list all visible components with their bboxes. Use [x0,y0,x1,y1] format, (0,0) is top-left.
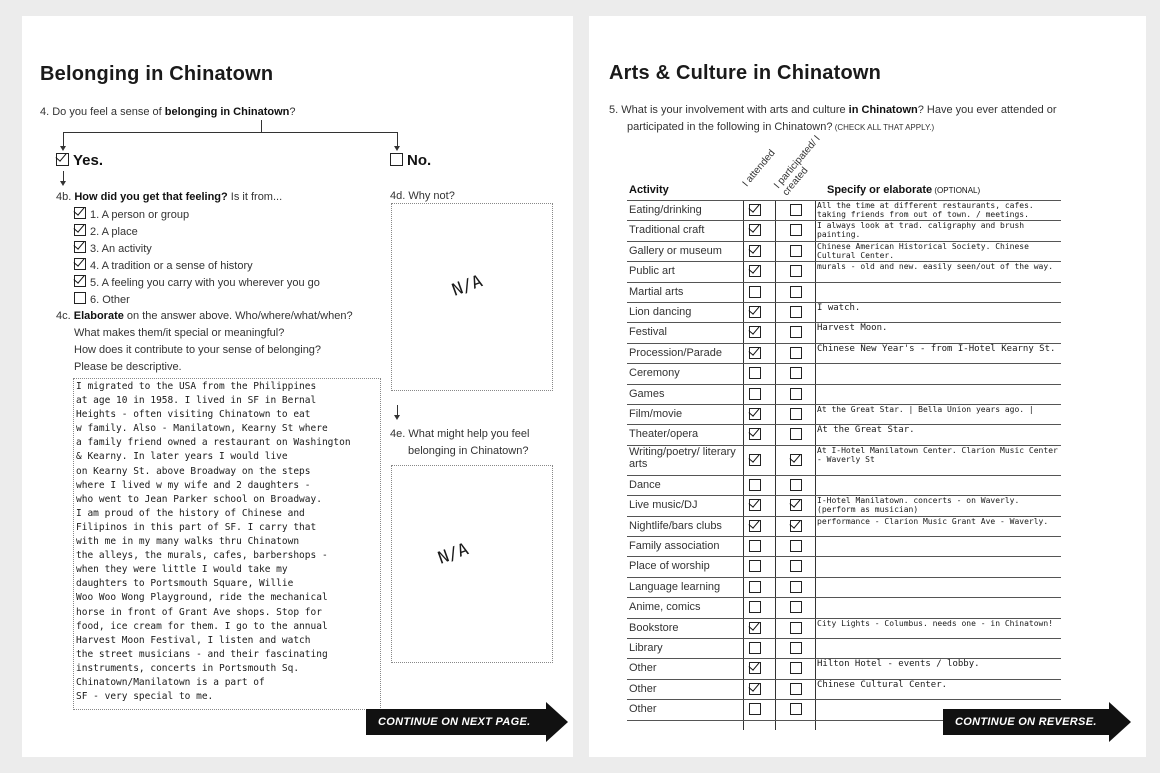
specify-note: All the time at different restaurants, cafes. taking friends from out of town. / meetings. [817,201,1034,219]
table-row [627,618,1061,639]
column-activity: Activity [629,184,669,196]
specify-note: I always look at trad. caligraphy and brush painting. [817,221,1025,240]
yes-checkbox[interactable] [56,153,69,166]
table-row [627,384,1061,405]
attended-checkbox[interactable] [749,454,761,466]
participated-checkbox[interactable] [790,367,802,379]
attended-checkbox[interactable] [749,204,761,216]
table-row [627,424,1061,445]
specify-note: I-Hotel Manilatown. concerts - on Waverly. (perform as musician) [817,496,1020,515]
activity-label: Family association [629,540,720,552]
handwriting-line: who went to Jean Parker school on Broadway. [76,493,322,505]
activity-label: Eating/drinking [629,204,702,216]
option-checkbox[interactable] [74,241,86,253]
question-4c: 4c. Elaborate on the answer above. Who/where/what/when? [56,310,353,322]
activity-label: Bookstore [629,621,679,634]
specify-note: At the Great Star. | Bella Union years ago. | [817,405,1034,414]
attended-checkbox[interactable] [749,479,761,491]
handwriting-line: Filipinos in this part of SF. I carry that [76,521,317,533]
handwriting-line: a family friend owned a restaurant on Washington [76,437,351,449]
handwriting-line: Harvest Moon Festival, I listen and watch [76,634,311,646]
option-label: 4. A tradition or a sense of history [90,260,253,272]
participated-checkbox[interactable] [790,306,802,318]
activity-label: Library [629,642,663,654]
attended-checkbox[interactable] [749,388,761,400]
activity-label: Traditional craft [629,224,705,237]
participated-checkbox[interactable] [790,265,802,277]
handwriting-line: I am proud of the history of Chinese and [76,507,305,519]
specify-note: Chinese American Historical Society. Chinese Cultural Center. [817,241,1029,260]
attended-checkbox[interactable] [749,245,761,257]
participated-checkbox[interactable] [790,703,802,715]
table-row [627,322,1061,343]
no-option[interactable]: No. [390,152,431,169]
feeling-option[interactable] [74,275,320,289]
elaborate-handwriting [76,380,380,704]
attended-checkbox[interactable] [749,408,761,420]
handwriting-line: Chinatown/Manilatown is a part of [76,676,265,688]
table-row [627,638,1061,659]
activity-label: Live music/DJ [629,499,698,512]
activity-label: Language learning [629,580,721,593]
page-title: Arts & Culture in Chinatown [609,62,882,84]
specify-note: At the Great Star. [817,425,915,436]
activity-label: Procession/Parade [629,346,722,359]
participated-checkbox[interactable] [790,428,802,440]
table-row [627,495,1061,516]
question-5: 5. What is your involvement with arts and culture in Chinatown? Have you ever attended or [609,104,1057,116]
attended-checkbox[interactable] [749,581,761,593]
activity-label: Film/movie [629,408,683,420]
option-checkbox[interactable] [74,275,86,287]
no-checkbox[interactable] [390,153,403,166]
activity-label: Place of worship [629,560,710,573]
activity-label: Festival [629,326,667,339]
activity-label: Theater/opera [629,428,699,441]
handwriting-line: on Kearny St. above Broadway on the steps [76,465,311,477]
attended-checkbox[interactable] [749,367,761,379]
table-row [627,220,1061,241]
handwriting-line: I migrated to the USA from the Philippines [76,381,317,392]
handwriting-line: Heights - often visiting Chinatown to eat [76,409,311,421]
option-label: 3. An activity [90,243,152,255]
handwriting-line: at age 10 in 1958. I lived in SF in Bernal [76,395,317,407]
table-row [627,516,1061,537]
question-4c-line: How does it contribute to your sense of belonging? [74,344,322,356]
feeling-option[interactable] [74,207,189,221]
attended-checkbox[interactable] [749,540,761,552]
help-belonging-answer-box[interactable] [391,465,553,663]
handwriting-line: food, ice cream for them. I go to the annual [76,620,328,632]
column-attended: I attended [740,147,778,189]
continue-reverse-banner: CONTINUE ON REVERSE. [943,709,1111,735]
why-not-answer-box[interactable] [391,203,553,391]
activity-label: Games [629,387,665,400]
specify-note: Harvest Moon. [817,323,888,334]
yes-option[interactable]: Yes. [56,152,103,169]
question-4c-line: Please be descriptive. [74,361,182,373]
table-row [627,404,1061,425]
feeling-option[interactable] [74,224,138,238]
attended-checkbox[interactable] [749,662,761,674]
attended-checkbox[interactable] [749,286,761,298]
attended-checkbox[interactable] [749,560,761,572]
participated-checkbox[interactable] [790,224,802,236]
handwriting-line: the street musicians - and their fascinating [76,648,328,660]
table-row [627,556,1061,577]
handwriting-line: horse in front of Grant Ave shops. Stop for [76,606,322,618]
feeling-option[interactable] [74,258,253,272]
column-participated: I participated/ I created [772,133,823,198]
option-label: 2. A place [90,226,138,238]
table-row [627,363,1061,384]
handwriting-line: with me in my many walks thru Chinatown [76,536,300,548]
attended-checkbox[interactable] [749,326,761,338]
attended-checkbox[interactable] [749,642,761,654]
participated-checkbox[interactable] [790,581,802,593]
participated-checkbox[interactable] [790,347,802,359]
specify-note: City Lights - Columbus. needs one - in Chinatown! [817,618,1054,628]
participated-checkbox[interactable] [790,642,802,654]
participated-checkbox[interactable] [790,326,802,338]
option-checkbox[interactable] [74,292,86,304]
handwriting-line: where I lived w my wife and 2 daughters - [76,479,311,491]
participated-checkbox[interactable] [790,204,802,216]
participated-checkbox[interactable] [790,388,802,400]
specify-note: performance - Clarion Music Grant Ave - Waverly. [817,516,1049,526]
activity-label: Writing/poetry/ literary arts [629,445,736,470]
question-4d: 4d. Why not? [390,190,455,202]
continue-next-page-banner: CONTINUE ON NEXT PAGE. [366,709,548,735]
handwriting-line: & Kearny. In later years I would live [76,451,288,463]
attended-checkbox[interactable] [749,601,761,613]
table-row [627,200,1061,221]
participated-checkbox[interactable] [790,540,802,552]
activity-label: Public art [629,265,675,278]
column-specify: Specify or elaborate (OPTIONAL) [827,184,981,196]
activity-label: Other [629,703,657,716]
specify-note: Chinese Cultural Center. [817,679,948,690]
participated-checkbox[interactable] [790,560,802,572]
table-row [627,536,1061,557]
activity-label: Nightlife/bars clubs [629,519,722,532]
attended-checkbox[interactable] [749,520,761,532]
survey-page-right [589,16,1146,757]
option-label: 6. Other [90,294,130,306]
page-title: Belonging in Chinatown [40,63,274,85]
specify-note: Chinese New Year's - from I-Hotel Kearny St. [817,343,1056,354]
handwriting-line: Woo Woo Wong Playground, ride the mechanical [76,592,328,604]
handwriting-line: when they were little I would take my [76,564,288,576]
attended-checkbox[interactable] [749,428,761,440]
activity-label: Ceremony [629,367,680,380]
activity-label: Anime, comics [629,601,701,614]
specify-note: murals - old and new. easily seen/out of the way. [817,262,1054,272]
participated-checkbox[interactable] [790,622,802,634]
participated-checkbox[interactable] [790,520,802,532]
question-4: 4. Do you feel a sense of belonging in Chinatown? [40,106,296,118]
table-row [627,597,1061,618]
question-4e-line: belonging in Chinatown? [408,445,529,457]
attended-checkbox[interactable] [749,683,761,695]
specify-note: At I-Hotel Manilatown Center. Clarion Music Center - Waverly St [817,445,1058,464]
activity-label: Martial arts [629,285,684,298]
table-row [627,343,1061,364]
table-row [627,302,1061,323]
participated-checkbox[interactable] [790,601,802,613]
handwriting-line: instruments, concerts in Portsmouth Sq. [76,662,300,674]
option-checkbox[interactable] [74,224,86,236]
activity-label: Gallery or museum [629,244,722,257]
attended-checkbox[interactable] [749,499,761,511]
participated-checkbox[interactable] [790,499,802,511]
participated-checkbox[interactable] [790,286,802,298]
attended-checkbox[interactable] [749,703,761,715]
activity-label: Dance [629,478,661,491]
attended-checkbox[interactable] [749,306,761,318]
attended-checkbox[interactable] [749,347,761,359]
why-not-answer: N/A [449,271,486,301]
participated-checkbox[interactable] [790,408,802,420]
question-5-line: participated in the following in Chinatown? (CHECK ALL THAT APPLY.) [627,121,935,133]
activity-label: Lion dancing [629,306,692,318]
question-4e: 4e. What might help you feel [390,428,530,440]
help-belonging-answer: N/A [435,539,472,569]
specify-note: Hilton Hotel - events / lobby. [817,659,980,670]
table-row [627,445,1061,476]
option-label: 1. A person or group [90,209,190,221]
table-row [627,679,1061,700]
table-row [627,282,1061,303]
activity-label: Other [629,682,657,695]
participated-checkbox[interactable] [790,245,802,257]
feeling-option[interactable] [74,292,130,306]
option-checkbox[interactable] [74,207,86,219]
participated-checkbox[interactable] [790,662,802,674]
question-4b: 4b. How did you get that feeling? Is it from... [56,191,283,203]
question-4c-line: What makes them/it special or meaningful? [74,327,285,339]
table-row [627,261,1061,282]
feeling-option[interactable] [74,241,152,255]
activity-label: Other [629,662,657,675]
table-row [627,658,1061,679]
table-row [627,475,1061,496]
participated-checkbox[interactable] [790,454,802,466]
table-row [627,577,1061,598]
specify-note: I watch. [817,303,861,313]
survey-page-left [22,16,573,757]
option-checkbox[interactable] [74,258,86,270]
table-row [627,241,1061,262]
option-label: 5. A feeling you carry with you wherever you go [90,277,320,289]
participated-checkbox[interactable] [790,479,802,491]
attended-checkbox[interactable] [749,265,761,277]
participated-checkbox[interactable] [790,683,802,695]
handwriting-line: SF - very special to me. [76,691,214,703]
handwriting-line: daughters to Portsmouth Square, Willie [76,578,294,590]
attended-checkbox[interactable] [749,622,761,634]
attended-checkbox[interactable] [749,224,761,236]
handwriting-line: w family. Also - Manilatown, Kearny St where [76,423,328,435]
handwriting-line: the alleys, the murals, cafes, barbershops - [76,550,328,562]
